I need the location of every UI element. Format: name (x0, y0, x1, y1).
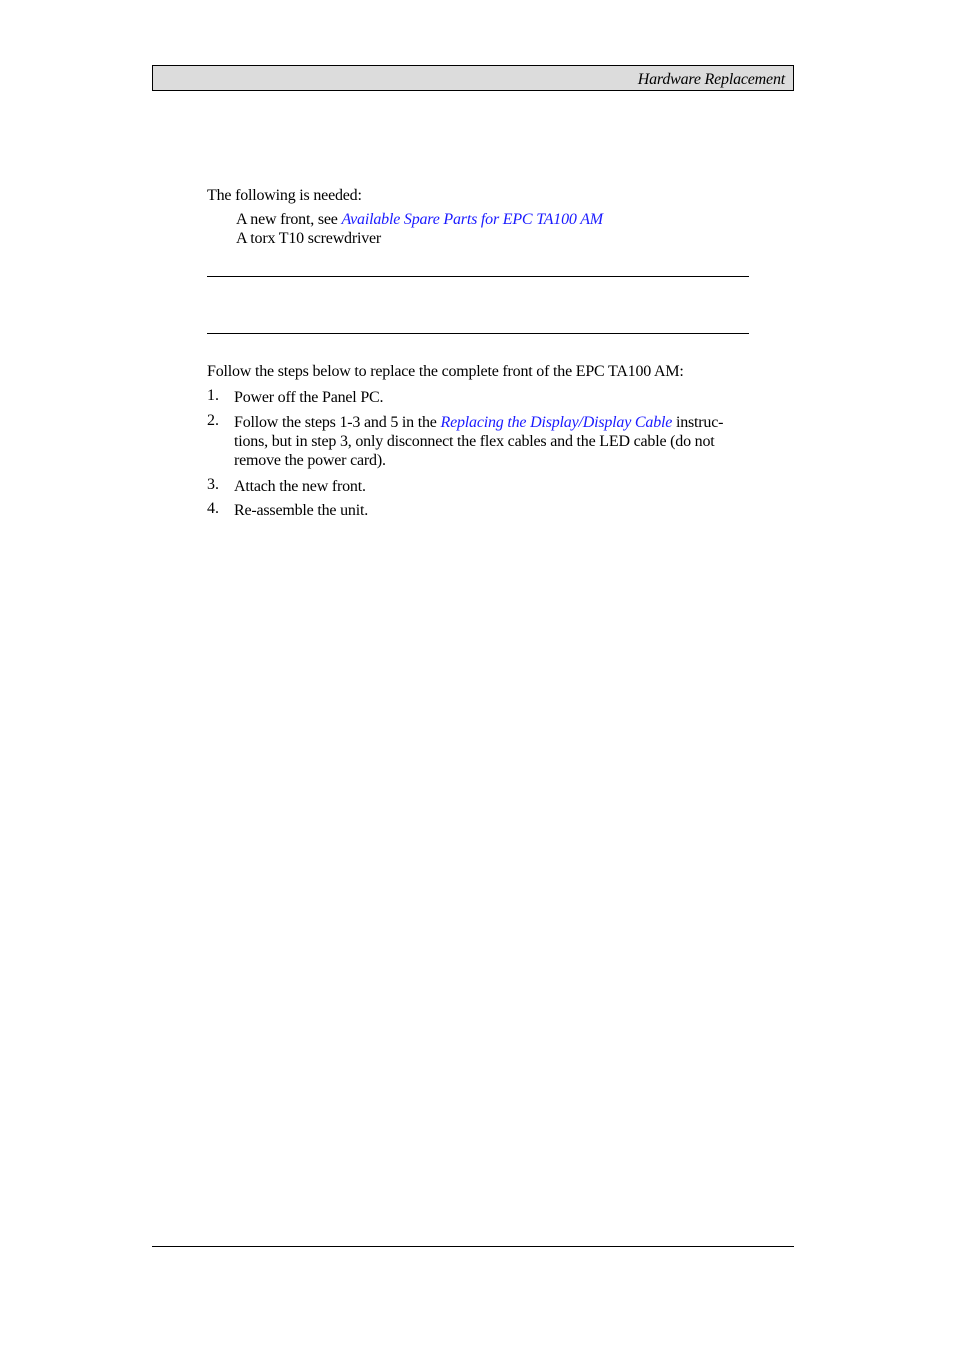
step-1-number: 1. (207, 387, 219, 404)
step-2-number: 2. (207, 412, 219, 429)
procedure-intro: Follow the steps below to replace the complete front of the EPC TA100 AM: (207, 363, 684, 380)
step-3-text: Attach the new front. (234, 478, 366, 495)
footer-rule (152, 1246, 794, 1247)
page-header (152, 65, 794, 91)
step-2-prefix: Follow the steps 1-3 and 5 in the (234, 414, 441, 431)
step-2-line-3: remove the power card). (234, 452, 386, 469)
needed-item-front-prefix: A new front, see (236, 211, 342, 228)
step-2-text (234, 413, 754, 470)
needed-item-front (236, 210, 603, 229)
display-cable-link[interactable]: Replacing the Display/Display Cable (440, 414, 673, 431)
needed-intro: The following is needed: (207, 187, 362, 204)
step-2-suffix: instruc- (672, 414, 724, 431)
needed-item-screwdriver: A torx T10 screwdriver (236, 230, 382, 247)
step-1-text: Power off the Panel PC. (234, 389, 384, 406)
step-2-line-2: tions, but in step 3, only disconnect the flex cables and the LED cable (do not (234, 433, 715, 450)
divider-top (207, 276, 749, 277)
step-2-line-1 (234, 413, 754, 432)
divider-bottom (207, 333, 749, 334)
step-4-number: 4. (207, 500, 219, 517)
step-3-number: 3. (207, 476, 219, 493)
header-title: Hardware Replacement (637, 71, 785, 88)
step-4-text: Re-assemble the unit. (234, 502, 368, 519)
spare-parts-link[interactable]: Available Spare Parts for EPC TA100 AM (341, 211, 603, 228)
